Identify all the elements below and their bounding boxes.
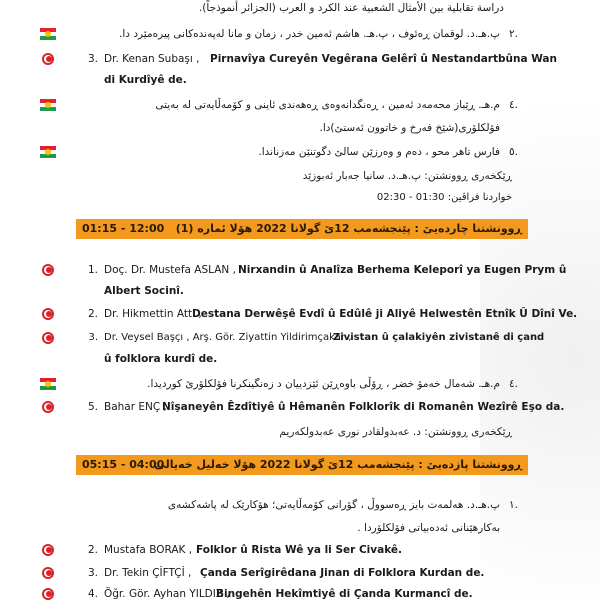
turkey-flag-icon — [42, 567, 54, 579]
session-header-band: 01:15 - 12:00 ڕوونشتنا چاردەیێ : پێنجشەمب 12ێ گولانا 2022 هۆلا ئمارە (1) — [76, 219, 528, 239]
s3-item-4: 4. Öğr. Gör. Ayhan YILDIZ , Bingehên Hekîmtiyê di Çanda Kurmancî de. — [0, 584, 600, 604]
kurdistan-flag-icon — [40, 146, 56, 158]
turkey-flag-icon — [42, 53, 54, 65]
s3-item-1-cont: بەکارهێنانی ئەدەبیاتی فۆلکلۆردا . — [357, 522, 500, 534]
s1-item-4: ٤. م.هـ. ڕێباز محەمەد ئەمین ، ڕەنگدانەوەی ڕەهەندی ئاینی و کۆمەڵایەتی لە بەیتی — [0, 95, 600, 115]
session-header-band: 05:15 - 04:00 ڕوونشتنا پازدەیێ : پێنجشەمب 12ێ گولانا 2022 هۆلا خەلیل خەیالی — [76, 455, 528, 475]
s3-item-1: ١. پ.هـ.د. هەلمەت بایز ڕەسووڵ ، گۆرانی کۆمەڵایەتی؛ هۆکارێک لە پاشەکشەی — [167, 499, 518, 511]
s2-chair: ڕێکخەری ڕوونشتن: د. عەبدولقادر نوری عەبدولکەریم — [279, 426, 512, 438]
lunch-break: خواردنا فراڤین: 01:30 - 02:30 — [376, 192, 512, 203]
s1-line0: دراسة تقابلية بين الأمثال الشعبية عند الكرد و العرب (الجزائر أنموذجاً). — [198, 2, 504, 14]
s3-item-2: 2. Mustafa BORAK , Folklor û Rista Wê ya li Ser Civakê. — [0, 540, 600, 560]
kurdistan-flag-icon — [40, 99, 56, 111]
s2-item-1-cont: Albert Socinî. — [104, 285, 184, 297]
s2-item-3-cont: û folklora kurdî de. — [104, 353, 218, 365]
s2-item-2: 2. Dr. Hikmettin Attı , Destana Derwêşê Evdî û Edûlê ji Aliyê Helwestên Etnîk Û Dînî Ve. — [0, 304, 600, 324]
turkey-flag-icon — [42, 332, 54, 344]
kurdistan-flag-icon — [40, 378, 56, 390]
turkey-flag-icon — [42, 401, 54, 413]
s1-item-5: ٥. فارس تاهر محو ، دەم و وەرزێن سالێ دگوتنێن مەزناندا. — [0, 142, 600, 162]
s3-item-3: 3. Dr. Tekin ÇİFTÇİ , Çanda Serîgirêdana Jinan di Folklora Kurdan de. — [0, 563, 600, 583]
s2-item-3: 3. Dr. Veysel Başçı , Arş. Gör. Ziyattin Yildirimçakar , Zivistan û çalakiyên zivistanê di çand — [0, 328, 600, 348]
s1-chair: ڕێکخەری ڕوونشتن: پ.هـ.د. سانیا جەبار ئەبوزێد — [302, 170, 512, 182]
turkey-flag-icon — [42, 588, 54, 600]
s1-item-3-cont: di Kurdîyê de. — [104, 74, 187, 86]
s1-item-2: ٢. پ.هـ.د. لوقمان ڕەئوف ، پ.هـ. هاشم ئەمین خدر ، زمان و مانا لەپەندەکانی پیرەمێرد دا. — [0, 24, 600, 44]
turkey-flag-icon — [42, 544, 54, 556]
kurdistan-flag-icon — [40, 28, 56, 40]
s1-item-4-cont: فۆلکلۆری(شێخ فەرخ و خاتوون ئەستێ)دا. — [319, 122, 500, 134]
turkey-flag-icon — [42, 308, 54, 320]
s2-item-5: 5. Bahar ENÇ , Nîşaneyên Êzdîtiyê û Hêmanên Folklorîk di Romanên Wezîrê Eşo da. — [0, 397, 600, 417]
turkey-flag-icon — [42, 264, 54, 276]
s2-item-1: 1. Doç. Dr. Mustefa ASLAN , Nirxandin û Analîza Berhema Keleporî ya Eugen Prym û — [0, 260, 600, 280]
s2-item-4: ٤. م.هـ. شەمال خەمۆ خضر ، ڕۆڵی باوەڕێن ئێزدییان د زەنگینکرنا فۆلکلۆرێ کوردیدا. — [0, 374, 600, 394]
s1-item-3: 3. Dr. Kenan Subaşı , Pirnavîya Cureyên Vegêrana Gelêrî û Nestandartbûna Wan — [0, 49, 600, 69]
